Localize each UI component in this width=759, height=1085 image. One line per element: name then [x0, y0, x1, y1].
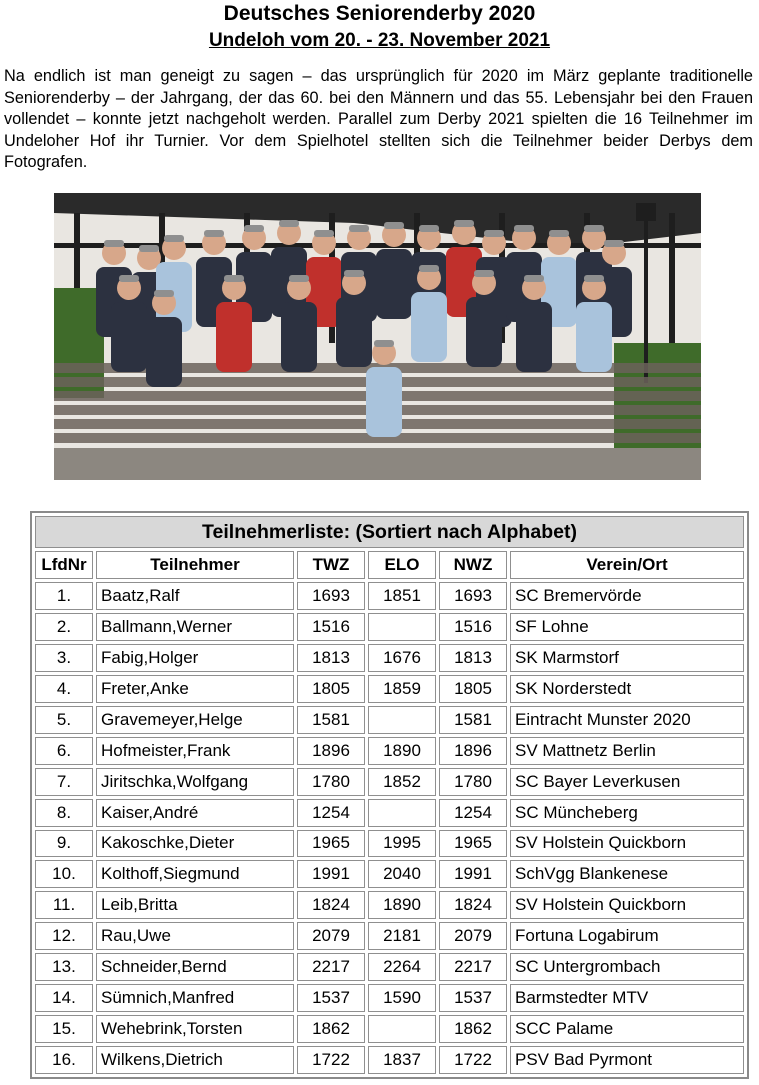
- table-cell-twz: 1581: [297, 706, 365, 734]
- person-body: [366, 367, 402, 437]
- table-cell-club: SF Lohne: [510, 613, 744, 641]
- person-hair: [514, 225, 534, 232]
- table-cell-nwz: 1862: [439, 1015, 507, 1043]
- table-cell-elo: 1852: [368, 768, 436, 796]
- person-body: [216, 302, 252, 372]
- person-hair: [584, 275, 604, 282]
- person-hair: [164, 235, 184, 242]
- person-hair: [384, 222, 404, 229]
- table-cell-twz: 1537: [297, 984, 365, 1012]
- table-cell-name: Wilkens,Dietrich: [96, 1046, 294, 1074]
- table-cell-elo: [368, 799, 436, 827]
- table-cell-elo: [368, 706, 436, 734]
- person-hair: [419, 225, 439, 232]
- table-cell-club: SC Bayer Leverkusen: [510, 768, 744, 796]
- table-cell-nwz: 2217: [439, 953, 507, 981]
- table-row: [35, 953, 744, 981]
- table-cell-twz: 1824: [297, 891, 365, 919]
- person-hair: [374, 340, 394, 347]
- table-cell-nwz: 2079: [439, 922, 507, 950]
- table-cell-club: Barmstedter MTV: [510, 984, 744, 1012]
- person-hair: [419, 265, 439, 272]
- table-cell-nr: 3.: [35, 644, 93, 672]
- table-cell-twz: 1896: [297, 737, 365, 765]
- intro-paragraph: Na endlich ist man geneigt zu sagen – das ursprünglich für 2020 im März geplante traditionelle Seniorenderby – der Jahrgang, der das 60. bei den Männern und das 55. Lebensjahr bei den Frauen vollendet – konnte jetzt nachgeholt werden. Parallel zum Derby 2021 spielten die 16 Teilnehmer im Undeloher Hof ihr Turnier. Vor dem Spielhotel stellten sich die Teilnehmer beider Derbys dem Fotografen.: [4, 67, 753, 172]
- table-row: [35, 768, 744, 796]
- ground: [54, 448, 701, 480]
- table-cell-name: Baatz,Ralf: [96, 582, 294, 610]
- table-cell-nwz: 1805: [439, 675, 507, 703]
- person-hair: [204, 230, 224, 237]
- person-hair: [474, 270, 494, 277]
- person-hair: [484, 230, 504, 237]
- table-cell-twz: 2079: [297, 922, 365, 950]
- table-cell-nr: 8.: [35, 799, 93, 827]
- table-cell-name: Freter,Anke: [96, 675, 294, 703]
- table-cell-elo: 2264: [368, 953, 436, 981]
- table-cell-elo: 1676: [368, 644, 436, 672]
- table-cell-club: SV Holstein Quickborn: [510, 830, 744, 858]
- table-cell-name: Kaiser,André: [96, 799, 294, 827]
- table-cell-elo: 2181: [368, 922, 436, 950]
- table-cell-name: Sümnich,Manfred: [96, 984, 294, 1012]
- table-cell-nwz: 1722: [439, 1046, 507, 1074]
- person-body: [336, 297, 372, 367]
- person-hair: [244, 225, 264, 232]
- person-hair: [279, 220, 299, 227]
- table-cell-nr: 6.: [35, 737, 93, 765]
- table-body: [35, 582, 744, 1074]
- table-cell-elo: 1851: [368, 582, 436, 610]
- column-header-verein: Verein/Ort: [510, 551, 744, 579]
- table-cell-nwz: 1896: [439, 737, 507, 765]
- table-cell-nr: 5.: [35, 706, 93, 734]
- person-hair: [454, 220, 474, 227]
- table-cell-nr: 14.: [35, 984, 93, 1012]
- person-body: [281, 302, 317, 372]
- column-header-elo: ELO: [368, 551, 436, 579]
- lamp-post: [644, 213, 648, 383]
- table-cell-club: Eintracht Munster 2020: [510, 706, 744, 734]
- person-body: [516, 302, 552, 372]
- timber-beam: [669, 213, 675, 343]
- table-cell-nr: 10.: [35, 860, 93, 888]
- table-cell-nwz: 1581: [439, 706, 507, 734]
- table-cell-nwz: 1537: [439, 984, 507, 1012]
- table-row: [35, 1046, 744, 1074]
- table-cell-twz: 1516: [297, 613, 365, 641]
- person-body: [411, 292, 447, 362]
- person-hair: [119, 275, 139, 282]
- person-hair: [524, 275, 544, 282]
- table-cell-nr: 2.: [35, 613, 93, 641]
- table-cell-name: Ballmann,Werner: [96, 613, 294, 641]
- table-cell-twz: 1965: [297, 830, 365, 858]
- table-cell-nr: 1.: [35, 582, 93, 610]
- group-photo: [54, 193, 701, 480]
- table-cell-elo: 1995: [368, 830, 436, 858]
- table-cell-club: SV Holstein Quickborn: [510, 891, 744, 919]
- page-title: Deutsches Seniorenderby 2020: [223, 2, 536, 25]
- person-body: [466, 297, 502, 367]
- table-cell-nr: 13.: [35, 953, 93, 981]
- table-cell-twz: 1805: [297, 675, 365, 703]
- table-row: [35, 984, 744, 1012]
- table-cell-nr: 15.: [35, 1015, 93, 1043]
- table-cell-club: SC Bremervörde: [510, 582, 744, 610]
- table-cell-twz: 2217: [297, 953, 365, 981]
- table-cell-nr: 4.: [35, 675, 93, 703]
- person-body: [576, 302, 612, 372]
- table-cell-elo: [368, 613, 436, 641]
- table-cell-nwz: 1516: [439, 613, 507, 641]
- table-cell-name: Wehebrink,Torsten: [96, 1015, 294, 1043]
- table-row: [35, 675, 744, 703]
- table-cell-nwz: 1824: [439, 891, 507, 919]
- group-photo-illustration: [54, 193, 701, 480]
- column-header-lfdnr: LfdNr: [35, 551, 93, 579]
- person-body: [376, 249, 412, 319]
- table-row: [35, 891, 744, 919]
- person-hair: [289, 275, 309, 282]
- table-cell-nr: 7.: [35, 768, 93, 796]
- lamp-head: [636, 203, 656, 221]
- table-cell-name: Gravemeyer,Helge: [96, 706, 294, 734]
- person-hair: [224, 275, 244, 282]
- table-cell-nr: 12.: [35, 922, 93, 950]
- table-cell-club: SK Marmstorf: [510, 644, 744, 672]
- table-header-row: [35, 551, 744, 579]
- table-cell-nr: 9.: [35, 830, 93, 858]
- table-cell-nr: 11.: [35, 891, 93, 919]
- table-cell-twz: 1813: [297, 644, 365, 672]
- table-cell-club: SK Norderstedt: [510, 675, 744, 703]
- table-cell-club: SV Mattnetz Berlin: [510, 737, 744, 765]
- table-row: [35, 1015, 744, 1043]
- table-cell-twz: 1693: [297, 582, 365, 610]
- participant-table: [32, 513, 747, 1077]
- person-hair: [314, 230, 334, 237]
- table-cell-club: SC Untergrombach: [510, 953, 744, 981]
- column-header-teilnehmer: Teilnehmer: [96, 551, 294, 579]
- table-cell-name: Schneider,Bernd: [96, 953, 294, 981]
- person-hair: [349, 225, 369, 232]
- table-cell-club: SC Müncheberg: [510, 799, 744, 827]
- participant-table-frame: [30, 511, 749, 1079]
- table-cell-elo: 2040: [368, 860, 436, 888]
- table-cell-nwz: 1965: [439, 830, 507, 858]
- table-cell-elo: 1590: [368, 984, 436, 1012]
- person-body: [111, 302, 147, 372]
- table-cell-elo: 1890: [368, 737, 436, 765]
- table-cell-club: PSV Bad Pyrmont: [510, 1046, 744, 1074]
- table-cell-elo: [368, 1015, 436, 1043]
- table-cell-club: SCC Palame: [510, 1015, 744, 1043]
- table-cell-nwz: 1991: [439, 860, 507, 888]
- table-cell-nwz: 1693: [439, 582, 507, 610]
- table-cell-name: Hofmeister,Frank: [96, 737, 294, 765]
- person-hair: [104, 240, 124, 247]
- column-header-twz: TWZ: [297, 551, 365, 579]
- person-hair: [584, 225, 604, 232]
- table-cell-name: Jiritschka,Wolfgang: [96, 768, 294, 796]
- person-hair: [344, 270, 364, 277]
- page-subtitle: Undeloh vom 20. - 23. November 2021: [208, 30, 551, 51]
- person-hair: [604, 240, 624, 247]
- table-row: [35, 613, 744, 641]
- table-cell-twz: 1862: [297, 1015, 365, 1043]
- table-cell-name: Leib,Britta: [96, 891, 294, 919]
- table-cell-elo: 1890: [368, 891, 436, 919]
- table-cell-name: Kolthoff,Siegmund: [96, 860, 294, 888]
- table-row: [35, 582, 744, 610]
- table-cell-club: Fortuna Logabirum: [510, 922, 744, 950]
- table-row: [35, 830, 744, 858]
- table-cell-nr: 16.: [35, 1046, 93, 1074]
- table-cell-nwz: 1813: [439, 644, 507, 672]
- table-cell-twz: 1991: [297, 860, 365, 888]
- table-row: [35, 737, 744, 765]
- person-body: [146, 317, 182, 387]
- table-cell-name: Rau,Uwe: [96, 922, 294, 950]
- table-cell-twz: 1722: [297, 1046, 365, 1074]
- table-cell-elo: 1837: [368, 1046, 436, 1074]
- table-cell-name: Fabig,Holger: [96, 644, 294, 672]
- table-row: [35, 706, 744, 734]
- table-cell-club: SchVgg Blankenese: [510, 860, 744, 888]
- table-row: [35, 644, 744, 672]
- person-hair: [154, 290, 174, 297]
- table-cell-nwz: 1254: [439, 799, 507, 827]
- table-caption: Teilnehmerliste: (Sortiert nach Alphabet): [35, 516, 744, 548]
- table-row: [35, 922, 744, 950]
- table-cell-nwz: 1780: [439, 768, 507, 796]
- table-cell-elo: 1859: [368, 675, 436, 703]
- table-row: [35, 799, 744, 827]
- table-row: [35, 860, 744, 888]
- person-hair: [549, 230, 569, 237]
- table-cell-name: Kakoschke,Dieter: [96, 830, 294, 858]
- table-cell-twz: 1780: [297, 768, 365, 796]
- table-cell-twz: 1254: [297, 799, 365, 827]
- person-hair: [139, 245, 159, 252]
- column-header-nwz: NWZ: [439, 551, 507, 579]
